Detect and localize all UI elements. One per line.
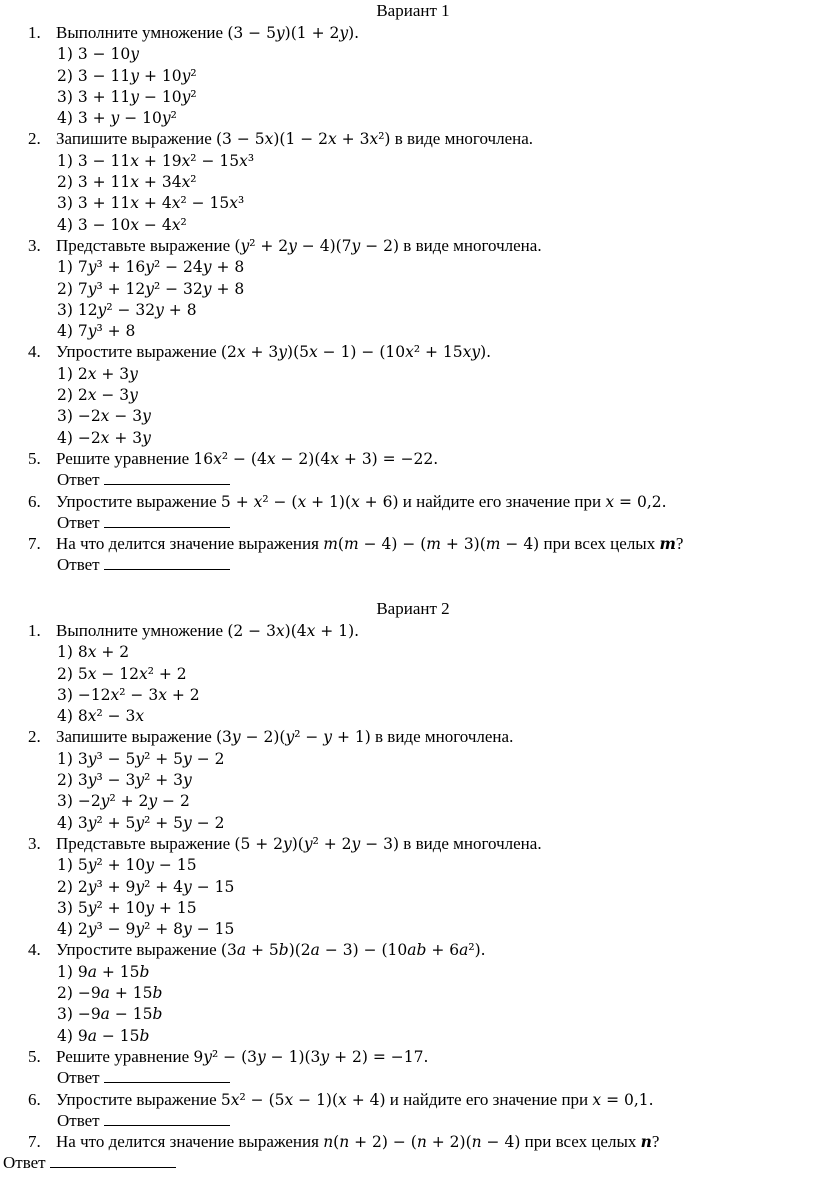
question-suffix: в виде многочлена. — [394, 129, 534, 149]
question-variable: m — [659, 534, 676, 554]
question-4 — [0, 341, 816, 447]
answer-option: 4) 3 + 𝑦 − 10𝑦² — [57, 109, 177, 128]
answer-option: 1) 2𝑥 + 3𝑦 — [57, 364, 138, 383]
variant-title: Вариант 2 — [376, 599, 450, 618]
question-expression: (2 − 3𝑥)(4𝑥 + 1). — [227, 622, 360, 640]
question-7 — [0, 1131, 816, 1174]
question-suffix: и найдите его значение при — [389, 1089, 589, 1109]
answer-option: 1) 3 − 10𝑦 — [57, 45, 140, 64]
question-3 — [0, 235, 816, 341]
question-expression: (3𝑎 + 5𝑏)(2𝑎 − 3) − (10𝑎𝑏 + 6𝑎²). — [220, 941, 486, 960]
answer-option: 2) 3 − 11𝑦 + 10𝑦² — [57, 66, 197, 85]
question-expression: 𝑛(𝑛 + 2) − (𝑛 + 2)(𝑛 − 4) — [323, 1133, 521, 1152]
question-number: 2. — [28, 129, 41, 149]
question-number: 6. — [28, 1089, 41, 1109]
answer-option: 2) 5𝑥 − 12𝑥² + 2 — [57, 664, 187, 683]
answer-field[interactable] — [0, 1152, 816, 1173]
question-1 — [0, 620, 816, 726]
question-text: Выполните умножение — [56, 621, 224, 640]
question-value: 𝑥 = 0,1. — [592, 1090, 654, 1109]
question-number: 5. — [28, 1046, 41, 1066]
question-expression: 𝑚(𝑚 − 4) − (𝑚 + 3)(𝑚 − 4) — [323, 535, 540, 554]
question-expression: 5𝑥² − (5𝑥 − 1)(𝑥 + 4) — [220, 1090, 386, 1109]
question-suffix: и найдите его значение при — [402, 491, 602, 511]
answer-option: 1) 7𝑦³ + 16𝑦² − 24𝑦 + 8 — [57, 258, 245, 277]
answer-option: 2) −9𝑎 + 15𝑏 — [57, 984, 163, 1003]
answer-blank[interactable] — [104, 469, 230, 485]
answer-option: 3) 3 + 11𝑦 − 10𝑦² — [57, 87, 197, 106]
answer-option: 4) 3 − 10𝑥 − 4𝑥² — [57, 215, 187, 234]
question-end: ? — [675, 534, 684, 554]
question-expression: 16𝑥² − (4𝑥 − 2)(4𝑥 + 3) = −22. — [193, 449, 439, 468]
question-suffix: в виде многочлена. — [403, 235, 542, 255]
question-text: Решите уравнение — [56, 448, 190, 468]
question-text: Упростите выражение — [56, 940, 217, 960]
answer-field[interactable] — [0, 1067, 816, 1088]
answer-option: 1) 9𝑎 + 15𝑏 — [57, 962, 150, 981]
answer-label: Ответ — [57, 470, 100, 490]
question-expression: 5 + 𝑥² − (𝑥 + 1)(𝑥 + 6) — [220, 492, 399, 511]
question-expression: 9𝑦² − (3𝑦 − 1)(3𝑦 + 2) = −17. — [193, 1047, 429, 1066]
answer-option: 4) 2𝑦³ − 9𝑦² + 8𝑦 − 15 — [57, 920, 235, 939]
answer-option: 1) 8𝑥 + 2 — [57, 643, 130, 662]
question-expression: (𝑦² + 2𝑦 − 4)(7𝑦 − 2) — [234, 236, 400, 255]
question-5 — [0, 448, 816, 491]
question-number: 7. — [28, 534, 41, 554]
question-suffix: при всех целых — [524, 1132, 637, 1152]
question-2 — [0, 726, 816, 832]
question-number: 4. — [28, 342, 41, 362]
answer-label: Ответ — [57, 1110, 100, 1130]
answer-label: Ответ — [57, 1068, 100, 1088]
answer-option: 3) 3 + 11𝑥 + 4𝑥² − 15𝑥³ — [57, 194, 245, 213]
question-2 — [0, 128, 816, 234]
answer-blank[interactable] — [50, 1152, 176, 1168]
answer-option: 3) −2𝑥 − 3𝑦 — [57, 407, 151, 426]
answer-field[interactable] — [0, 512, 816, 533]
question-1 — [0, 22, 816, 128]
question-number: 4. — [28, 940, 41, 960]
question-text: Выполните умножение — [56, 23, 224, 42]
question-suffix: в виде многочлена. — [403, 833, 542, 853]
answer-option: 4) −2𝑥 + 3𝑦 — [57, 428, 151, 447]
answer-option: 4) 7𝑦³ + 8 — [57, 322, 136, 341]
question-expression: (3 − 5𝑥)(1 − 2𝑥 + 3𝑥²) — [216, 130, 391, 149]
question-6 — [0, 1089, 816, 1132]
answer-option: 2) 3 + 11𝑥 + 34𝑥² — [57, 173, 197, 192]
question-text: Упростите выражение — [56, 491, 217, 511]
question-5 — [0, 1046, 816, 1089]
question-number: 3. — [28, 833, 41, 853]
answer-label: Ответ — [57, 512, 100, 532]
question-6 — [0, 491, 816, 534]
answer-label: Ответ — [3, 1153, 46, 1173]
question-text: Представьте выражение — [56, 235, 231, 255]
question-expression: (3 − 5𝑦)(1 + 2𝑦). — [227, 24, 360, 42]
answer-option: 3) 5𝑦² + 10𝑦 + 15 — [57, 898, 197, 917]
variant-1 — [0, 0, 816, 576]
question-expression: (3𝑦 − 2)(𝑦² − 𝑦 + 1) — [216, 728, 371, 747]
question-value: 𝑥 = 0,2. — [605, 492, 667, 511]
answer-option: 1) 3𝑦³ − 5𝑦² + 5𝑦 − 2 — [57, 749, 225, 768]
question-expression: (2𝑥 + 3𝑦)(5𝑥 − 1) − (10𝑥² + 15𝑥𝑦). — [220, 343, 492, 362]
question-number: 2. — [28, 727, 41, 747]
answer-option: 1) 3 − 11𝑥 + 19𝑥² − 15𝑥³ — [57, 151, 255, 170]
variant-2 — [0, 598, 816, 1174]
answer-option: 2) 7𝑦³ + 12𝑦² − 32𝑦 + 8 — [57, 279, 245, 298]
question-number: 1. — [28, 23, 41, 42]
answer-option: 3) 12𝑦² − 32𝑦 + 8 — [57, 300, 197, 319]
answer-option: 4) 3𝑦² + 5𝑦² + 5𝑦 − 2 — [57, 813, 225, 832]
question-text: Запишите выражение — [56, 727, 212, 747]
question-text: Представьте выражение — [56, 833, 231, 853]
question-text: Решите уравнение — [56, 1046, 190, 1066]
answer-blank[interactable] — [104, 554, 230, 570]
answer-option: 4) 8𝑥² − 3𝑥 — [57, 707, 145, 726]
answer-option: 1) 5𝑦² + 10𝑦 − 15 — [57, 856, 197, 875]
question-7 — [0, 533, 816, 576]
answer-blank[interactable] — [104, 1110, 230, 1126]
question-4 — [0, 939, 816, 1045]
answer-option: 3) −12𝑥² − 3𝑥 + 2 — [57, 685, 200, 704]
question-number: 7. — [28, 1132, 41, 1152]
answer-field[interactable] — [0, 1110, 816, 1131]
answer-option: 2) 2𝑦³ + 9𝑦² + 4𝑦 − 15 — [57, 877, 235, 896]
question-text: Упростите выражение — [56, 1089, 217, 1109]
answer-label: Ответ — [57, 555, 100, 575]
question-number: 3. — [28, 235, 41, 255]
question-text: Запишите выражение — [56, 129, 212, 149]
answer-option: 2) 3𝑦³ − 3𝑦² + 3𝑦 — [57, 771, 192, 790]
question-number: 5. — [28, 448, 41, 468]
question-text: Упростите выражение — [56, 342, 217, 362]
answer-blank[interactable] — [104, 1067, 230, 1083]
answer-field[interactable] — [0, 469, 816, 490]
answer-option: 2) 2𝑥 − 3𝑦 — [57, 386, 138, 405]
question-number: 6. — [28, 491, 41, 511]
answer-blank[interactable] — [104, 512, 230, 528]
question-end: ? — [651, 1132, 660, 1152]
answer-option: 3) −9𝑎 − 15𝑏 — [57, 1005, 163, 1024]
answer-option: 3) −2𝑦² + 2𝑦 − 2 — [57, 792, 190, 811]
question-expression: (5 + 2𝑦)(𝑦² + 2𝑦 − 3) — [234, 834, 400, 853]
question-text: На что делится значение выражения — [56, 1132, 319, 1152]
variant-title: Вариант 1 — [376, 1, 450, 20]
question-suffix: при всех целых — [543, 534, 656, 554]
answer-field[interactable] — [0, 554, 816, 575]
question-suffix: в виде многочлена. — [375, 727, 514, 747]
question-number: 1. — [28, 621, 41, 640]
question-3 — [0, 833, 816, 939]
answer-option: 4) 9𝑎 − 15𝑏 — [57, 1026, 150, 1045]
question-text: На что делится значение выражения — [56, 534, 319, 554]
question-variable: n — [640, 1132, 652, 1152]
